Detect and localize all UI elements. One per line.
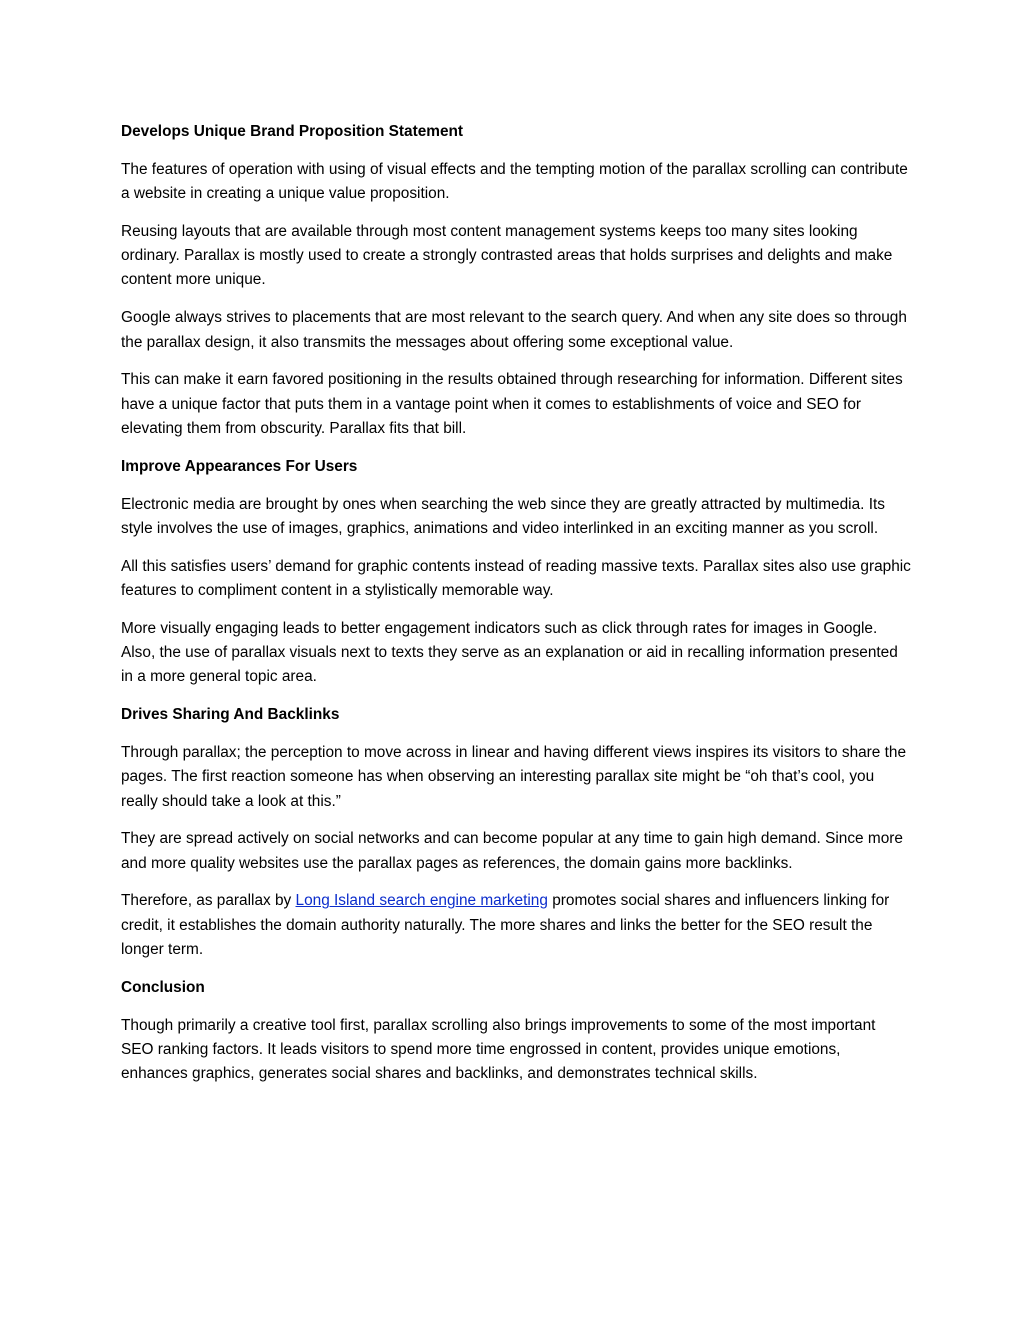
paragraph: Google always strives to placements that are most relevant to the search query. And when any site does so through the parallax design, it also transmits the messages about offering some exceptional value. [121,309,907,351]
long-island-sem-link[interactable]: Long Island search engine marketing [295,892,548,910]
link-paragraph-before: Therefore, as parallax by [121,892,296,910]
paragraph: Though primarily a creative tool first, parallax scrolling also brings improvements to some of the most important SEO ranking factors. It leads visitors to spend more time engrossed in content, provides unique emotions, enhances graphics, generates social shares and backlinks, and demonstrates technical skills. [121,1016,876,1083]
link-paragraph-after: promotes social shares and influencers linking for credit, it establishes the domain authority naturally. The more shares and links the better for the SEO result the longer term. [121,892,890,959]
document-page [121,120,911,1100]
paragraph: They are spread actively on social networks and can become popular at any time to gain high demand. Since more and more quality websites use the parallax pages as references, the domain gains more backlinks. [121,830,903,872]
paragraph-with-link [121,889,911,962]
paragraph: All this satisfies users’ demand for graphic contents instead of reading massive texts. Parallax sites also use graphic features to compliment content in a stylistically memorable way. [121,557,911,599]
paragraph: The features of operation with using of visual effects and the tempting motion of the parallax scrolling can contribute a website in creating a unique value proposition. [121,160,908,203]
section-heading-conclusion: Conclusion [121,978,205,996]
paragraph: This can make it earn favored positioning in the results obtained through researching for information. Different sites have a unique factor that puts them in a vantage point when it comes to establishments of voice and SEO for elevating them from obscurity. Parallax fits that bill. [121,371,903,437]
paragraph: Electronic media are brought by ones when searching the web since they are greatly attracted by multimedia. Its style involves the use of images, graphics, animations and video interlinked in an exciting manner as you scroll. [121,495,885,537]
section-heading-improve-appearances: Improve Appearances For Users [121,457,358,475]
paragraph: More visually engaging leads to better engagement indicators such as click through rates for images in Google. Also, the use of parallax visuals next to texts they serve as an explanation or aid in recalling information presented in a more general topic area. [121,619,898,686]
section-heading-brand-proposition: Develops Unique Brand Proposition Statement [121,123,464,140]
paragraph: Through parallax; the perception to move across in linear and having different views inspires its visitors to share the pages. The first reaction someone has when observing an interesting parallax site might be “oh that’s cool, you really should take a look at this.” [121,743,907,810]
paragraph: Reusing layouts that are available through most content management systems keeps too many sites looking ordinary. Parallax is mostly used to create a strongly contrasted areas that holds surprises and delights and make content more unique. [121,222,893,289]
section-heading-sharing-backlinks: Drives Sharing And Backlinks [121,706,340,724]
